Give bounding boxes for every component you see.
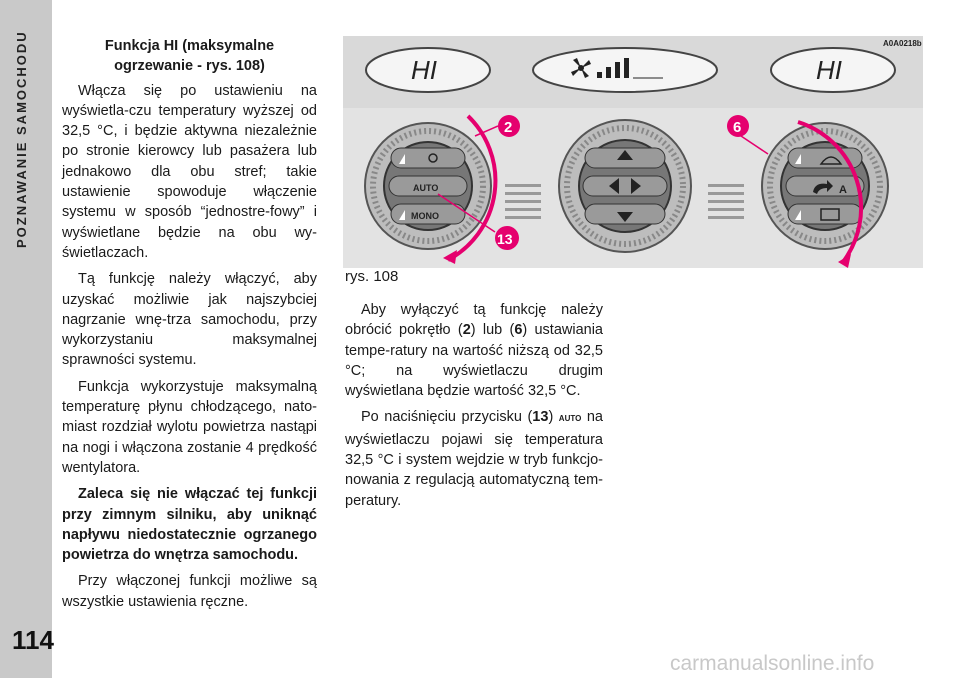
auto-button-label: AUTO bbox=[413, 183, 439, 193]
warning-paragraph: Zaleca się nie włączać tej funkcji przy zimnym silniku, aby uniknąć napływu niedostatecznie ogrzanego powietrza do wnętrza samochodu. bbox=[62, 486, 317, 564]
right-column bbox=[345, 300, 603, 517]
right-paragraph-1: Aby wyłączyć tą funkcję należy obrócić pokrętło (2) lub (6) ustawiania tempe-ratury na wartość niższą od 32,5 °C; na wyświetlaczu drugim wyświetlana będzie wartość 32,5 °C. bbox=[345, 302, 603, 400]
section-title: POZNAWANIE SAMOCHODU bbox=[14, 30, 29, 248]
paragraph-2: Tą funkcję należy włączyć, aby uzyskać możliwie jak najszybciej nagrzanie wnę-trza samochodu, przy wykorzystaniu maksymalnej sprawności systemu. bbox=[62, 271, 317, 369]
callout-13-label: 13 bbox=[497, 231, 513, 247]
heading-line-2: ogrzewanie - rys. 108) bbox=[114, 58, 265, 75]
climate-panel-illustration bbox=[343, 36, 923, 268]
figure-caption: rys. 108 bbox=[345, 268, 399, 285]
climate-panel-figure bbox=[343, 36, 923, 268]
callout-6-label: 6 bbox=[733, 119, 742, 136]
watermark: carmanualsonline.info bbox=[670, 652, 875, 675]
page-number: 114 bbox=[12, 625, 54, 655]
left-temperature-knob[interactable] bbox=[365, 123, 491, 249]
heading-line-1: Funkcja HI (maksymalne bbox=[104, 38, 275, 54]
figure-code: A0A0218b bbox=[883, 39, 922, 48]
center-air-distribution-knob[interactable] bbox=[559, 120, 691, 252]
callout-2-label: 2 bbox=[504, 119, 513, 136]
right-temperature-knob[interactable] bbox=[762, 123, 888, 249]
right-paragraph-2: Po naciśnięciu przycisku (13) AUTO na wyświetlaczu pojawi się temperatura 32,5 °C i system wejdzie w tryb funkcjo-nowania z regulacją automatyczną tem-peratury. bbox=[345, 409, 603, 509]
paragraph-3: Funkcja wykorzystuje maksymalną temperaturę płynu chłodzącego, nato-miast rozdział wylotu powietrza nastąpi na nogi i włączona zostanie 4 prędkość wentylatora. bbox=[62, 378, 317, 476]
left-column bbox=[62, 36, 317, 618]
paragraph-1: Włącza się po ustawieniu na wyświetla-czu temperatury wyższej od 32,5 °C, i będzie aktywna niezależnie po stronie kierowcy lub pasażera lub jednakowo dla obu stref; takie ustawienie spowoduje włączenie systemu w sposób “jednostre-fowy” i wyświetlane będzie na obu wy-świetlaczach. bbox=[62, 82, 317, 261]
ac-button-label: A bbox=[839, 184, 847, 196]
sidebar bbox=[0, 0, 52, 678]
mono-button-label: MONO bbox=[411, 211, 439, 221]
right-display-text: HI bbox=[816, 55, 842, 85]
paragraph-5: Przy włączonej funkcji możliwe są wszystkie ustawienia ręczne. bbox=[62, 573, 317, 610]
section-heading bbox=[62, 36, 317, 77]
left-display-text: HI bbox=[411, 55, 437, 85]
